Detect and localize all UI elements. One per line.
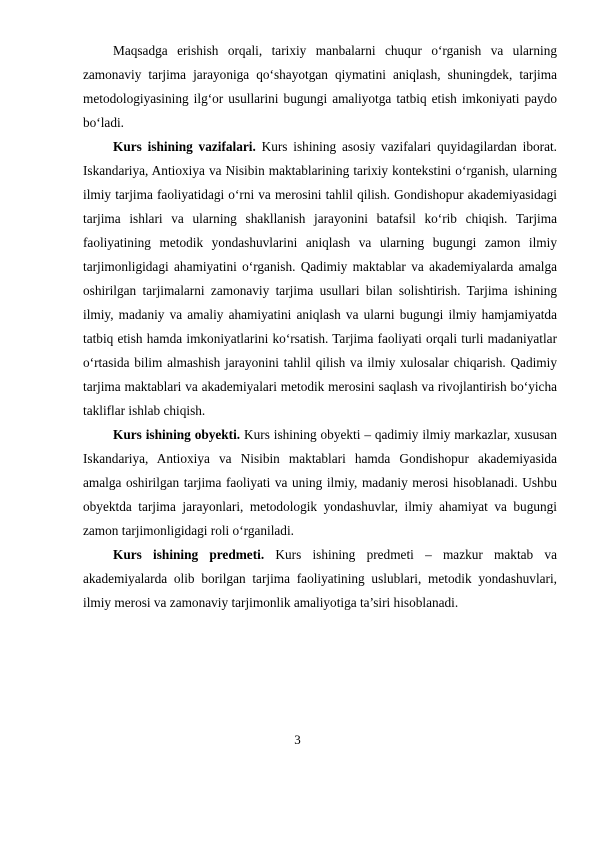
section-heading-tasks: Kurs ishining vazifalari. — [113, 139, 256, 154]
paragraph-text: Maqsadga erishish orqali, tarixiy manbalarni chuqur o‘rganish va ularning zamonaviy tarjima jarayoniga qo‘shayotgan qiymatini aniqlash, shuningdek, tarjima metodologiyasining ilg‘or usullarini bugungi amaliyotga tatbiq etish imkoniyati paydo bo‘ladi. — [83, 43, 557, 130]
paragraph-object — [83, 423, 557, 543]
page-number: 3 — [294, 732, 301, 747]
section-heading-object: Kurs ishining obyekti. — [113, 427, 241, 442]
paragraph-text: Kurs ishining obyekti – qadimiy ilmiy markazlar, xususan Iskandariya, Antioxiya va Nisibin maktablari hamda Gondishopur akademiyasida amalga oshirilgan tarjima faoliyati va uning ilmiy, madaniy merosi hisoblanadi. Ushbu obyektda tarjima jarayonlari, metodologik yondashuvlar, ilmiy ahamiyat va bugungi zamon tarjimonligidagi roli o‘rganiladi. — [83, 427, 557, 538]
paragraph-tasks — [83, 135, 557, 423]
section-heading-subject: Kurs ishining predmeti. — [113, 547, 265, 562]
paragraph-subject — [83, 543, 557, 615]
paragraph-text: Kurs ishining asosiy vazifalari quyidagilardan iborat. Iskandariya, Antioxiya va Nisibin maktablarining tarixiy kontekstini o‘rganish, ularning ilmiy tarjima faoliyatidagi o‘rni va merosini tahlil qilish. Gondishopur akademiyasidagi tarjima ishlari va ularning shakllanish jarayonini batafsil ko‘rib chiqish. Tarjima faoliyatining metodik yondashuvlarini aniqlash va ularning bugungi zamon ilmiy tarjimonligidagi ahamiyatini o‘rganish. Qadimiy maktablar va akademiyalarda amalga oshirilgan tarjimalarni zamonaviy tarjima usullari bilan solishtirish. Tarjima ishining ilmiy, madaniy va amaliy ahamiyatini aniqlash va ularni bugungi ilmiy hamjamiyatda tatbiq etish hamda imkoniyatlarini ko‘rsatish. Tarjima faoliyati orqali turli madaniyatlar o‘rtasida bilim almashish jarayonini tahlil qilish va ilmiy xulosalar chiqarish. Qadimiy tarjima maktablari va akademiyalari metodik merosini saqlash va rivojlantirish bo‘yicha takliflar ishlab chiqish. — [83, 139, 557, 418]
page-body — [83, 39, 557, 615]
paragraph-text: Kurs ishining predmeti – mazkur maktab va akademiyalarda olib borilgan tarjima faoliyatining uslublari, metodik yondashuvlari, ilmiy merosi va zamonaviy tarjimonlik amaliyotiga ta’siri hisoblanadi. — [83, 547, 557, 610]
paragraph-purpose — [83, 39, 557, 135]
